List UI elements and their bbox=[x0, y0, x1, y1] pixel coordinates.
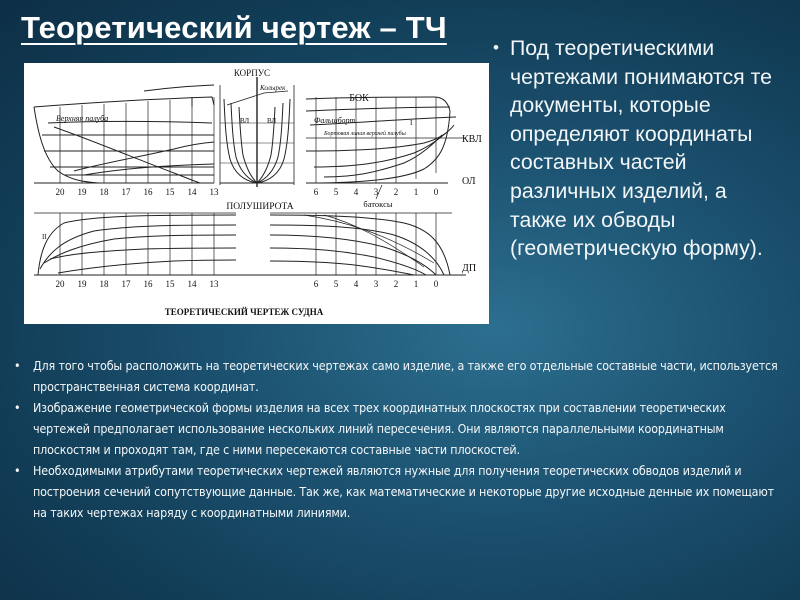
station-label: 0 bbox=[433, 187, 439, 197]
label-bok: БОК bbox=[349, 93, 369, 104]
sheer-line bbox=[34, 97, 214, 107]
station-label: 16 bbox=[143, 187, 153, 197]
ship-lines-drawing bbox=[24, 63, 489, 324]
station-label: 15 bbox=[165, 279, 175, 289]
station-label: 14 bbox=[187, 187, 197, 197]
definition-list bbox=[493, 34, 785, 263]
station-label: 3 bbox=[373, 187, 379, 197]
label-vl-2: ВЛ bbox=[267, 117, 277, 125]
label-korpus: КОРПУС bbox=[233, 68, 271, 78]
label-ol: ОЛ bbox=[462, 176, 476, 187]
station-label: 14 bbox=[187, 279, 197, 289]
station-label: 6 bbox=[313, 187, 319, 197]
page-title: Теоретический чертеж – ТЧ bbox=[21, 10, 447, 45]
list-item bbox=[12, 355, 782, 397]
station-label: 2 bbox=[393, 279, 399, 289]
station-label: 20 bbox=[55, 279, 65, 289]
station-label: 15 bbox=[165, 187, 175, 197]
station-label: 5 bbox=[333, 187, 339, 197]
list-item bbox=[493, 34, 785, 263]
bullet-icon: • bbox=[14, 463, 21, 478]
station-label: 13 bbox=[209, 187, 219, 197]
station-label: 5 bbox=[333, 279, 339, 289]
station-label: 19 bbox=[77, 279, 87, 289]
drawing-caption: ТЕОРЕТИЧЕСКИЙ ЧЕРТЕЖ СУДНА bbox=[164, 307, 324, 317]
station-label: 4 bbox=[353, 187, 359, 197]
list-item-text: Для того чтобы расположить на теоретических чертежах само изделие, а также его отдельные составные части, используется пространственная система координат. bbox=[33, 358, 778, 394]
list-item bbox=[12, 397, 782, 460]
ship-lines-svg bbox=[24, 63, 489, 324]
bullet-icon: • bbox=[14, 358, 21, 373]
definition-text: Под теоретическими чертежами понимаются те документы, которые определяют координаты составных частей различных изделий, а также их обводы (геометрическую форму). bbox=[510, 36, 772, 261]
station-label: 20 bbox=[55, 187, 65, 197]
station-label: 2 bbox=[393, 187, 399, 197]
list-item-text: Необходимыми атрибутами теоретических чертежей являются нужные для получения теоретических обводов изделий и построения сечений сопутствующие данные. Так же, как математические и некоторые другие исходные денные их помещают на таких чертежах наряду с координатными линиями. bbox=[33, 463, 774, 520]
station-label: 18 bbox=[99, 279, 109, 289]
list-item bbox=[12, 460, 782, 523]
bullet-icon: • bbox=[493, 38, 499, 57]
label-i: I bbox=[410, 119, 413, 127]
label-kolyrek: Колырек bbox=[260, 84, 286, 92]
station-label: 3 bbox=[373, 279, 379, 289]
station-label: 6 bbox=[313, 279, 319, 289]
label-kvl: КВЛ bbox=[462, 134, 482, 145]
label-batoksy: батоксы bbox=[363, 199, 393, 209]
station-label: 18 bbox=[99, 187, 109, 197]
label-deck-side-line: Бортовая линия верхней палубы bbox=[324, 131, 406, 137]
label-vl-1: ВЛ bbox=[240, 117, 250, 125]
station-label: 0 bbox=[433, 279, 439, 289]
label-polushirota: ПОЛУШИРОТА bbox=[226, 202, 294, 212]
label-ii: II bbox=[42, 233, 47, 241]
label-dp: ДП bbox=[462, 263, 477, 274]
station-label: 16 bbox=[143, 279, 153, 289]
list-item-text: Изображение геометрической формы изделия на всех трех координатных плоскостях при составлении теоретических чертежей предполагает использование нескольких линий пересечения. Они являются параллельными координатным плоскостям и проходят там, где с ними пересекаются составные части плоскостей. bbox=[33, 400, 726, 457]
label-falshbort: Фальшборт bbox=[314, 116, 356, 125]
station-label: 1 bbox=[413, 279, 419, 289]
label-verkhnyaya-paluba: Верхняя палуба bbox=[56, 114, 109, 123]
bullet-icon: • bbox=[14, 400, 21, 415]
station-label: 19 bbox=[77, 187, 87, 197]
station-label: 4 bbox=[353, 279, 359, 289]
station-label: 13 bbox=[209, 279, 219, 289]
details-list bbox=[12, 355, 782, 523]
station-label: 1 bbox=[413, 187, 419, 197]
station-label: 17 bbox=[121, 187, 131, 197]
station-label: 17 bbox=[121, 279, 131, 289]
